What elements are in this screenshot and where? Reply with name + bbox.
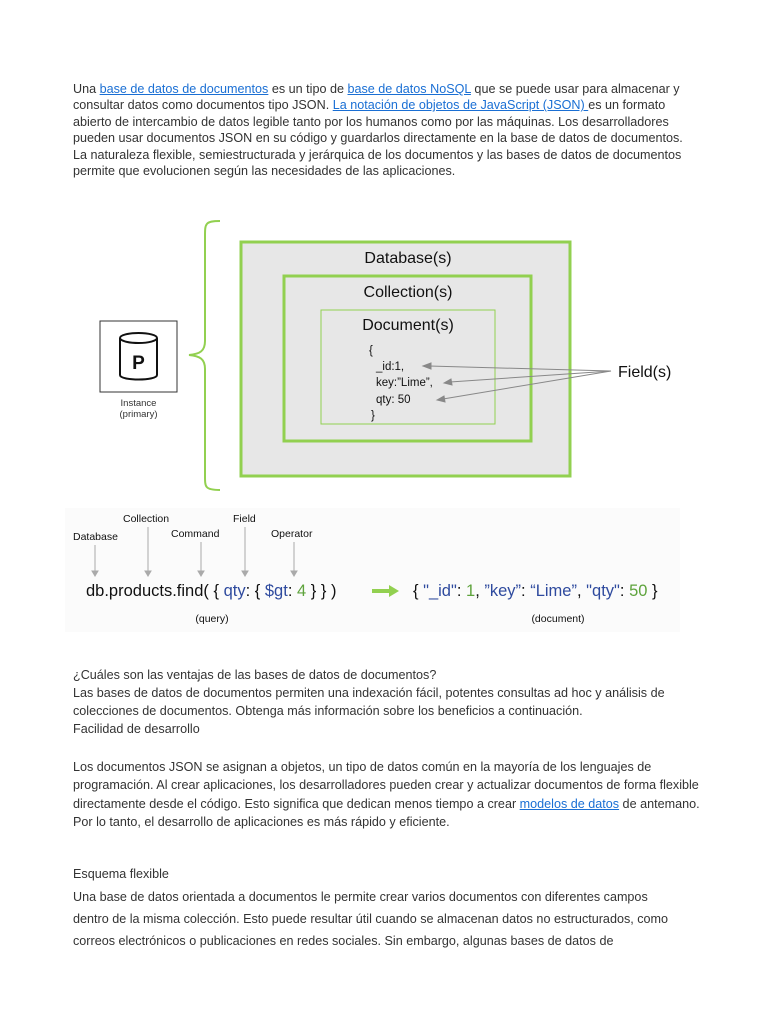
caption-query: (query) bbox=[195, 613, 229, 625]
curly-brace bbox=[189, 221, 220, 490]
document-database-diagram bbox=[65, 196, 680, 496]
label-command: Command bbox=[171, 528, 220, 540]
intro-paragraph bbox=[73, 81, 698, 179]
flexible-schema-heading: Esquema flexible bbox=[73, 867, 169, 881]
label-operator: Operator bbox=[271, 528, 313, 540]
intro-text-1: Una bbox=[73, 82, 100, 96]
query-example-strip bbox=[65, 508, 680, 632]
advantages-question: ¿Cuáles son las ventajas de las bases de datos de documentos? bbox=[73, 668, 437, 682]
flexible-schema-line-2: dentro de la misma colección. Esto puede resultar útil cuando se almacenan datos no estructurados, como bbox=[73, 912, 669, 926]
development-text-1: Los documentos JSON se asignan a objetos, un tipo de datos común en la mayoría de los lenguajes de programación. Al crear aplicaciones, los desarrolladores pueden crear y actualizar documentos de forma flexible directamente desde el código. Esto significa que dedican menos tiempo a crear bbox=[73, 760, 699, 811]
field-label: Field(s) bbox=[618, 364, 672, 381]
document-label: Document(s) bbox=[362, 317, 454, 334]
instance-sub-label: (primary) bbox=[119, 409, 158, 420]
code-open-brace: { bbox=[369, 345, 373, 357]
database-label: Database(s) bbox=[364, 250, 452, 267]
collection-label: Collection(s) bbox=[363, 284, 453, 301]
label-collection: Collection bbox=[123, 513, 170, 525]
instance-letter: P bbox=[132, 353, 145, 374]
link-data-models[interactable]: modelos de datos bbox=[519, 796, 620, 811]
development-paragraph bbox=[73, 758, 703, 831]
code-close-brace: } bbox=[371, 410, 375, 422]
development-text-2: de antemano. Por lo tanto, el desarrollo de aplicaciones es más rápido y eficiente. bbox=[73, 796, 700, 829]
code-key-line: key:”Lime”, bbox=[376, 377, 433, 389]
document-code: { "_id": 1, ”key”: “Lime”, "qty": 50 } bbox=[413, 582, 658, 600]
advantages-body-line-2: colecciones de documentos. Obtenga más información sobre los beneficios a continuación. bbox=[73, 704, 583, 718]
link-json-notation[interactable]: La notación de objetos de JavaScript (JSON) bbox=[332, 98, 589, 113]
link-document-database[interactable]: base de datos de documentos bbox=[99, 82, 269, 96]
query-svg bbox=[65, 508, 680, 632]
label-field: Field bbox=[233, 513, 256, 525]
code-id-line: _id:1, bbox=[376, 361, 405, 373]
instance-label: Instance bbox=[120, 398, 157, 409]
diagram-svg bbox=[65, 196, 680, 496]
code-qty-line: qty: 50 bbox=[376, 394, 411, 406]
right-arrow-icon bbox=[372, 585, 399, 597]
intro-text-2: es un tipo de bbox=[268, 82, 348, 96]
flexible-schema-line-3: correos electrónicos o publicaciones en redes sociales. Sin embargo, algunas bases de datos de bbox=[73, 934, 614, 948]
intro-text-3: que se puede usar para almacenar y consultar datos como documentos tipo JSON. bbox=[73, 82, 680, 113]
query-code: db.products.find( { qty: { $gt: 4 } } ) bbox=[86, 582, 337, 600]
flexible-schema-line-1: Una base de datos orientada a documentos le permite crear varios documentos con diferentes campos bbox=[73, 890, 648, 904]
advantages-body-line-1: Las bases de datos de documentos permiten una indexación fácil, potentes consultas ad hoc y análisis de bbox=[73, 686, 665, 700]
caption-document: (document) bbox=[531, 613, 585, 625]
intro-text-4: es un formato abierto de intercambio de datos legible tanto por los humanos como por las máquinas. Los desarrolladores pueden usar documentos JSON en su código y guardarlos directamente en la base de datos de documentos. La naturaleza flexible, semiestructurada y jerárquica de los documentos y las bases de datos de documentos permite que evolucionen según las necesidades de las aplicaciones. bbox=[73, 98, 683, 179]
label-database: Database bbox=[73, 531, 118, 543]
ease-of-development-heading: Facilidad de desarrollo bbox=[73, 722, 200, 736]
link-nosql-database[interactable]: base de datos NoSQL bbox=[347, 82, 471, 96]
